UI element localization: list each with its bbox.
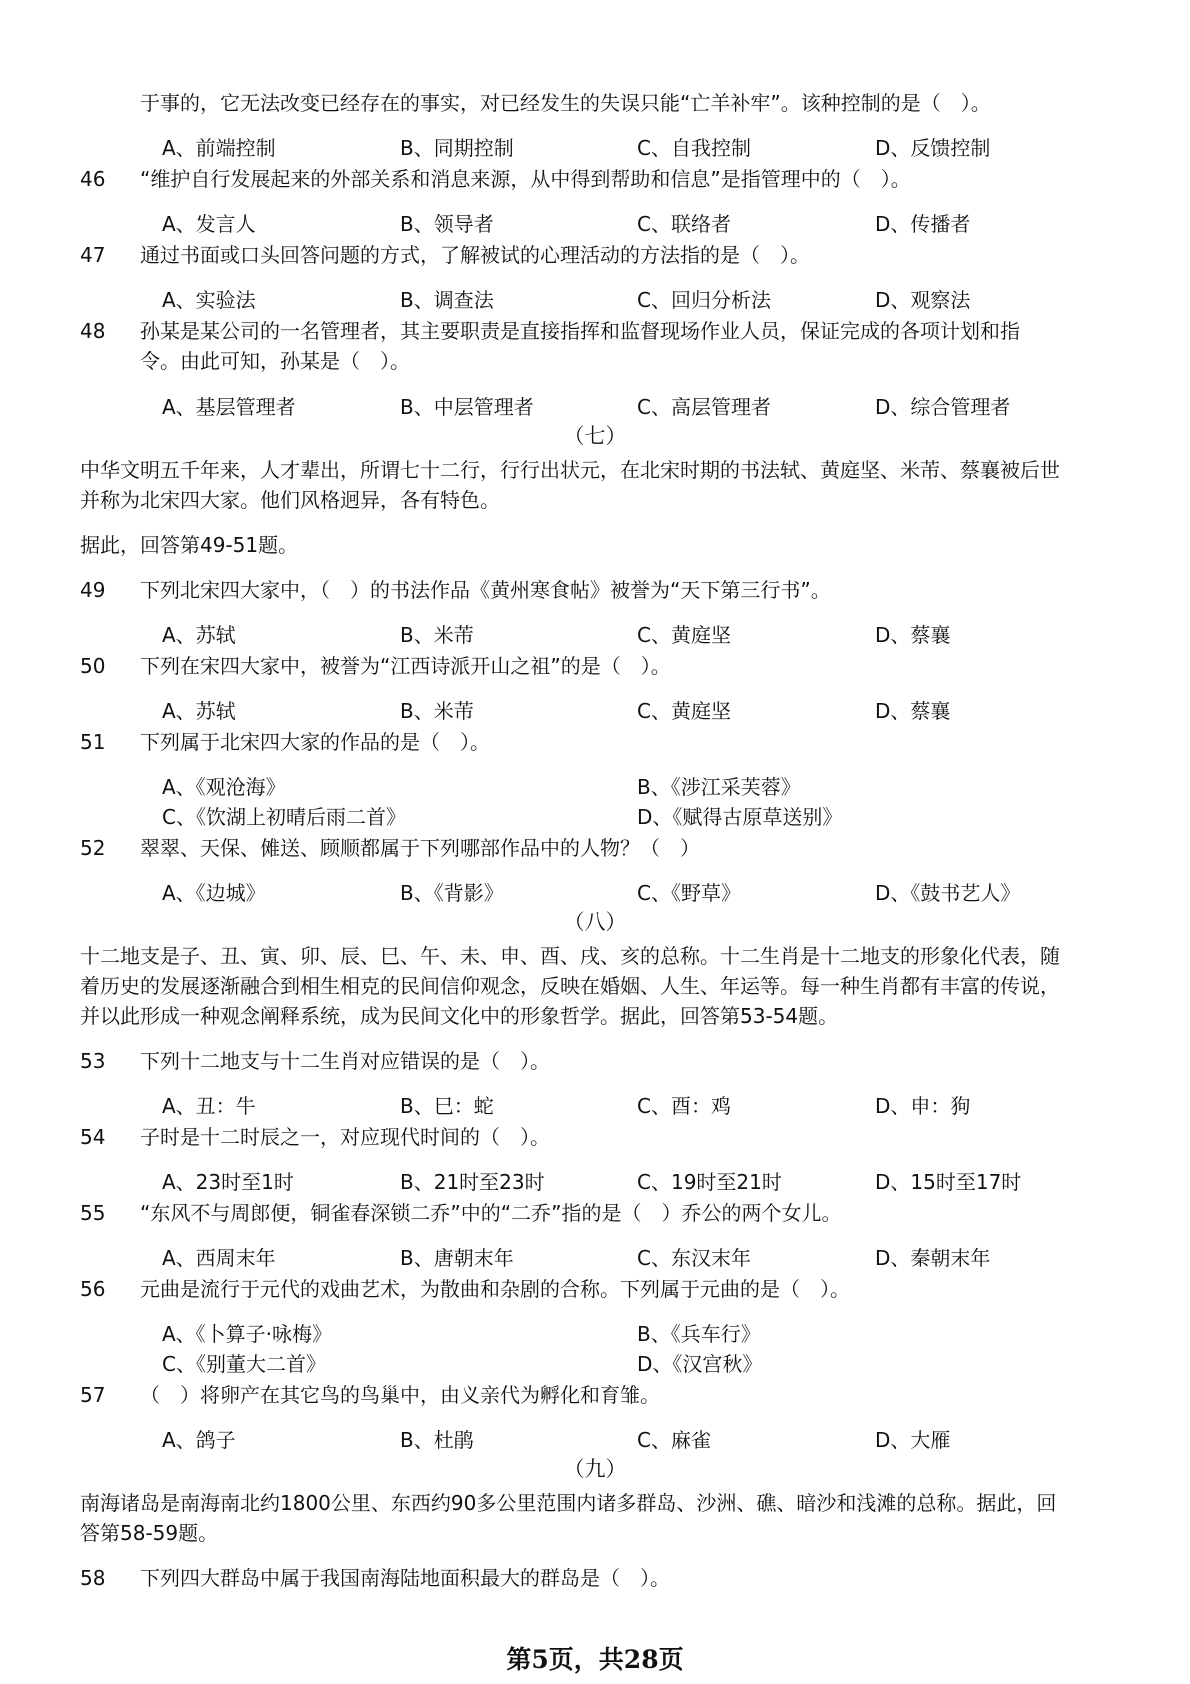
section-8-title: （八） — [563, 910, 627, 934]
q49-number: 49 — [80, 578, 106, 602]
q57-option-c: C、麻雀 — [637, 1428, 711, 1452]
q46-option-c: C、联络者 — [637, 212, 731, 236]
q55-number: 55 — [80, 1201, 106, 1225]
q46-option-d: D、传播者 — [875, 212, 971, 236]
q54-option-d: D、15时至17时 — [875, 1170, 1022, 1194]
section-9-paragraph-line1: 南海诸岛是南海南北约1800公里、东西约90多公里范围内诸多群岛、沙洲、礁、暗沙和浅滩的总称。据此，回 — [80, 1491, 1057, 1515]
q56-option-b: B、《兵车行》 — [637, 1322, 761, 1346]
q54-option-a: A、23时至1时 — [162, 1170, 294, 1194]
q54-text: 子时是十二时辰之一，对应现代时间的（ ）。 — [140, 1125, 550, 1149]
q50-number: 50 — [80, 654, 106, 678]
section-7-paragraph-line2: 并称为北宋四大家。他们风格迥异，各有特色。 — [80, 488, 500, 512]
q57-option-b: B、杜鹃 — [400, 1428, 474, 1452]
q53-option-d: D、申：狗 — [875, 1094, 971, 1118]
q49-option-c: C、黄庭坚 — [637, 623, 731, 647]
section-8-paragraph-line2: 着历史的发展逐渐融合到相生相克的民间信仰观念，反映在婚姻、人生、年运等。每一种生肖都有丰富的传说， — [80, 974, 1060, 998]
q57-text: （ ）将卵产在其它鸟的鸟巢中，由义亲代为孵化和育雏。 — [140, 1383, 660, 1407]
section-9-title: （九） — [563, 1457, 627, 1481]
q52-option-b: B、《背影》 — [400, 881, 504, 905]
q49-option-b: B、米芾 — [400, 623, 474, 647]
q47-option-d: D、观察法 — [875, 288, 971, 312]
q55-option-c: C、东汉末年 — [637, 1246, 751, 1270]
q47-number: 47 — [80, 243, 106, 267]
q46-number: 46 — [80, 167, 106, 191]
q55-option-d: D、秦朝末年 — [875, 1246, 991, 1270]
q54-number: 54 — [80, 1125, 106, 1149]
q45-option-d: D、反馈控制 — [875, 136, 991, 160]
q53-option-a: A、丑：牛 — [162, 1094, 256, 1118]
q51-option-b: B、《涉江采芙蓉》 — [637, 775, 801, 799]
q46-option-b: B、领导者 — [400, 212, 494, 236]
q53-option-c: C、酉：鸡 — [637, 1094, 731, 1118]
q50-text: 下列在宋四大家中，被誉为“江西诗派开山之祖”的是（ ）。 — [140, 654, 671, 678]
q48-number: 48 — [80, 319, 106, 343]
q56-text: 元曲是流行于元代的戏曲艺术，为散曲和杂剧的合称。下列属于元曲的是（ ）。 — [140, 1277, 850, 1301]
q55-option-a: A、西周末年 — [162, 1246, 276, 1270]
q54-option-c: C、19时至21时 — [637, 1170, 782, 1194]
q51-text: 下列属于北宋四大家的作品的是（ ）。 — [140, 730, 490, 754]
q48-text-line1: 孙某是某公司的一名管理者，其主要职责是直接指挥和监督现场作业人员，保证完成的各项计划和指 — [140, 319, 1020, 343]
q58-number: 58 — [80, 1566, 106, 1590]
q45-continuation: 于事的，它无法改变已经存在的事实，对已经发生的失误只能“亡羊补牢”。该种控制的是（ ）。 — [140, 91, 991, 115]
q52-option-d: D、《鼓书艺人》 — [875, 881, 1021, 905]
q45-option-c: C、自我控制 — [637, 136, 751, 160]
page-footer: 第5页，共28页 — [506, 1645, 684, 1674]
q56-option-c: C、《别董大二首》 — [162, 1352, 326, 1376]
q56-option-d: D、《汉宫秋》 — [637, 1352, 763, 1376]
q52-option-c: C、《野草》 — [637, 881, 741, 905]
q47-option-b: B、调查法 — [400, 288, 494, 312]
q52-option-a: A、《边城》 — [162, 881, 266, 905]
section-8-paragraph-line3: 并以此形成一种观念阐释系统，成为民间文化中的形象哲学。据此，回答第53-54题。 — [80, 1004, 839, 1028]
q57-number: 57 — [80, 1383, 106, 1407]
q48-text-line2: 令。由此可知，孙某是（ ）。 — [140, 349, 410, 373]
q51-option-d: D、《赋得古原草送别》 — [637, 805, 843, 829]
q53-text: 下列十二地支与十二生肖对应错误的是（ ）。 — [140, 1049, 550, 1073]
section-9-paragraph-line2: 答第58-59题。 — [80, 1521, 219, 1545]
q56-option-a: A、《卜算子·咏梅》 — [162, 1322, 333, 1346]
q48-option-c: C、高层管理者 — [637, 395, 771, 419]
q55-option-b: B、唐朝末年 — [400, 1246, 514, 1270]
q50-option-b: B、米芾 — [400, 699, 474, 723]
q47-option-a: A、实验法 — [162, 288, 256, 312]
q48-option-b: B、中层管理者 — [400, 395, 534, 419]
q51-option-c: C、《饮湖上初晴后雨二首》 — [162, 805, 406, 829]
q50-option-d: D、蔡襄 — [875, 699, 951, 723]
q48-option-a: A、基层管理者 — [162, 395, 296, 419]
q49-option-d: D、蔡襄 — [875, 623, 951, 647]
q53-number: 53 — [80, 1049, 106, 1073]
q50-option-c: C、黄庭坚 — [637, 699, 731, 723]
q49-option-a: A、苏轼 — [162, 623, 236, 647]
q49-text: 下列北宋四大家中，（ ）的书法作品《黄州寒食帖》被誉为“天下第三行书”。 — [140, 578, 831, 602]
q57-option-d: D、大雁 — [875, 1428, 951, 1452]
q52-text: 翠翠、天保、傩送、顾顺都属于下列哪部作品中的人物？（ ） — [140, 836, 700, 860]
q50-option-a: A、苏轼 — [162, 699, 236, 723]
q57-option-a: A、鸽子 — [162, 1428, 236, 1452]
q55-text: “东风不与周郎便，铜雀春深锁二乔”中的“二乔”指的是（ ）乔公的两个女儿。 — [140, 1201, 842, 1225]
q48-option-d: D、综合管理者 — [875, 395, 1011, 419]
section-7-paragraph-line1: 中华文明五千年来，人才辈出，所谓七十二行，行行出状元，在北宋时期的书法轼、黄庭坚、米芾、蔡襄被后世 — [80, 458, 1060, 482]
q52-number: 52 — [80, 836, 106, 860]
section-8-paragraph-line1: 十二地支是子、丑、寅、卯、辰、巳、午、未、申、酉、戌、亥的总称。十二生肖是十二地支的形象化代表，随 — [80, 944, 1060, 968]
section-7-title: （七） — [563, 424, 627, 448]
q54-option-b: B、21时至23时 — [400, 1170, 545, 1194]
q47-text: 通过书面或口头回答问题的方式，了解被试的心理活动的方法指的是（ ）。 — [140, 243, 810, 267]
q56-number: 56 — [80, 1277, 106, 1301]
q45-option-a: A、前端控制 — [162, 136, 276, 160]
q51-option-a: A、《观沧海》 — [162, 775, 286, 799]
q46-text: “维护自行发展起来的外部关系和消息来源，从中得到帮助和信息”是指管理中的（ ）。 — [140, 167, 911, 191]
q47-option-c: C、回归分析法 — [637, 288, 771, 312]
q46-option-a: A、发言人 — [162, 212, 256, 236]
section-7-instruction: 据此，回答第49-51题。 — [80, 533, 299, 557]
q51-number: 51 — [80, 730, 106, 754]
q53-option-b: B、巳：蛇 — [400, 1094, 494, 1118]
q45-option-b: B、同期控制 — [400, 136, 514, 160]
q58-text: 下列四大群岛中属于我国南海陆地面积最大的群岛是（ ）。 — [140, 1566, 670, 1590]
